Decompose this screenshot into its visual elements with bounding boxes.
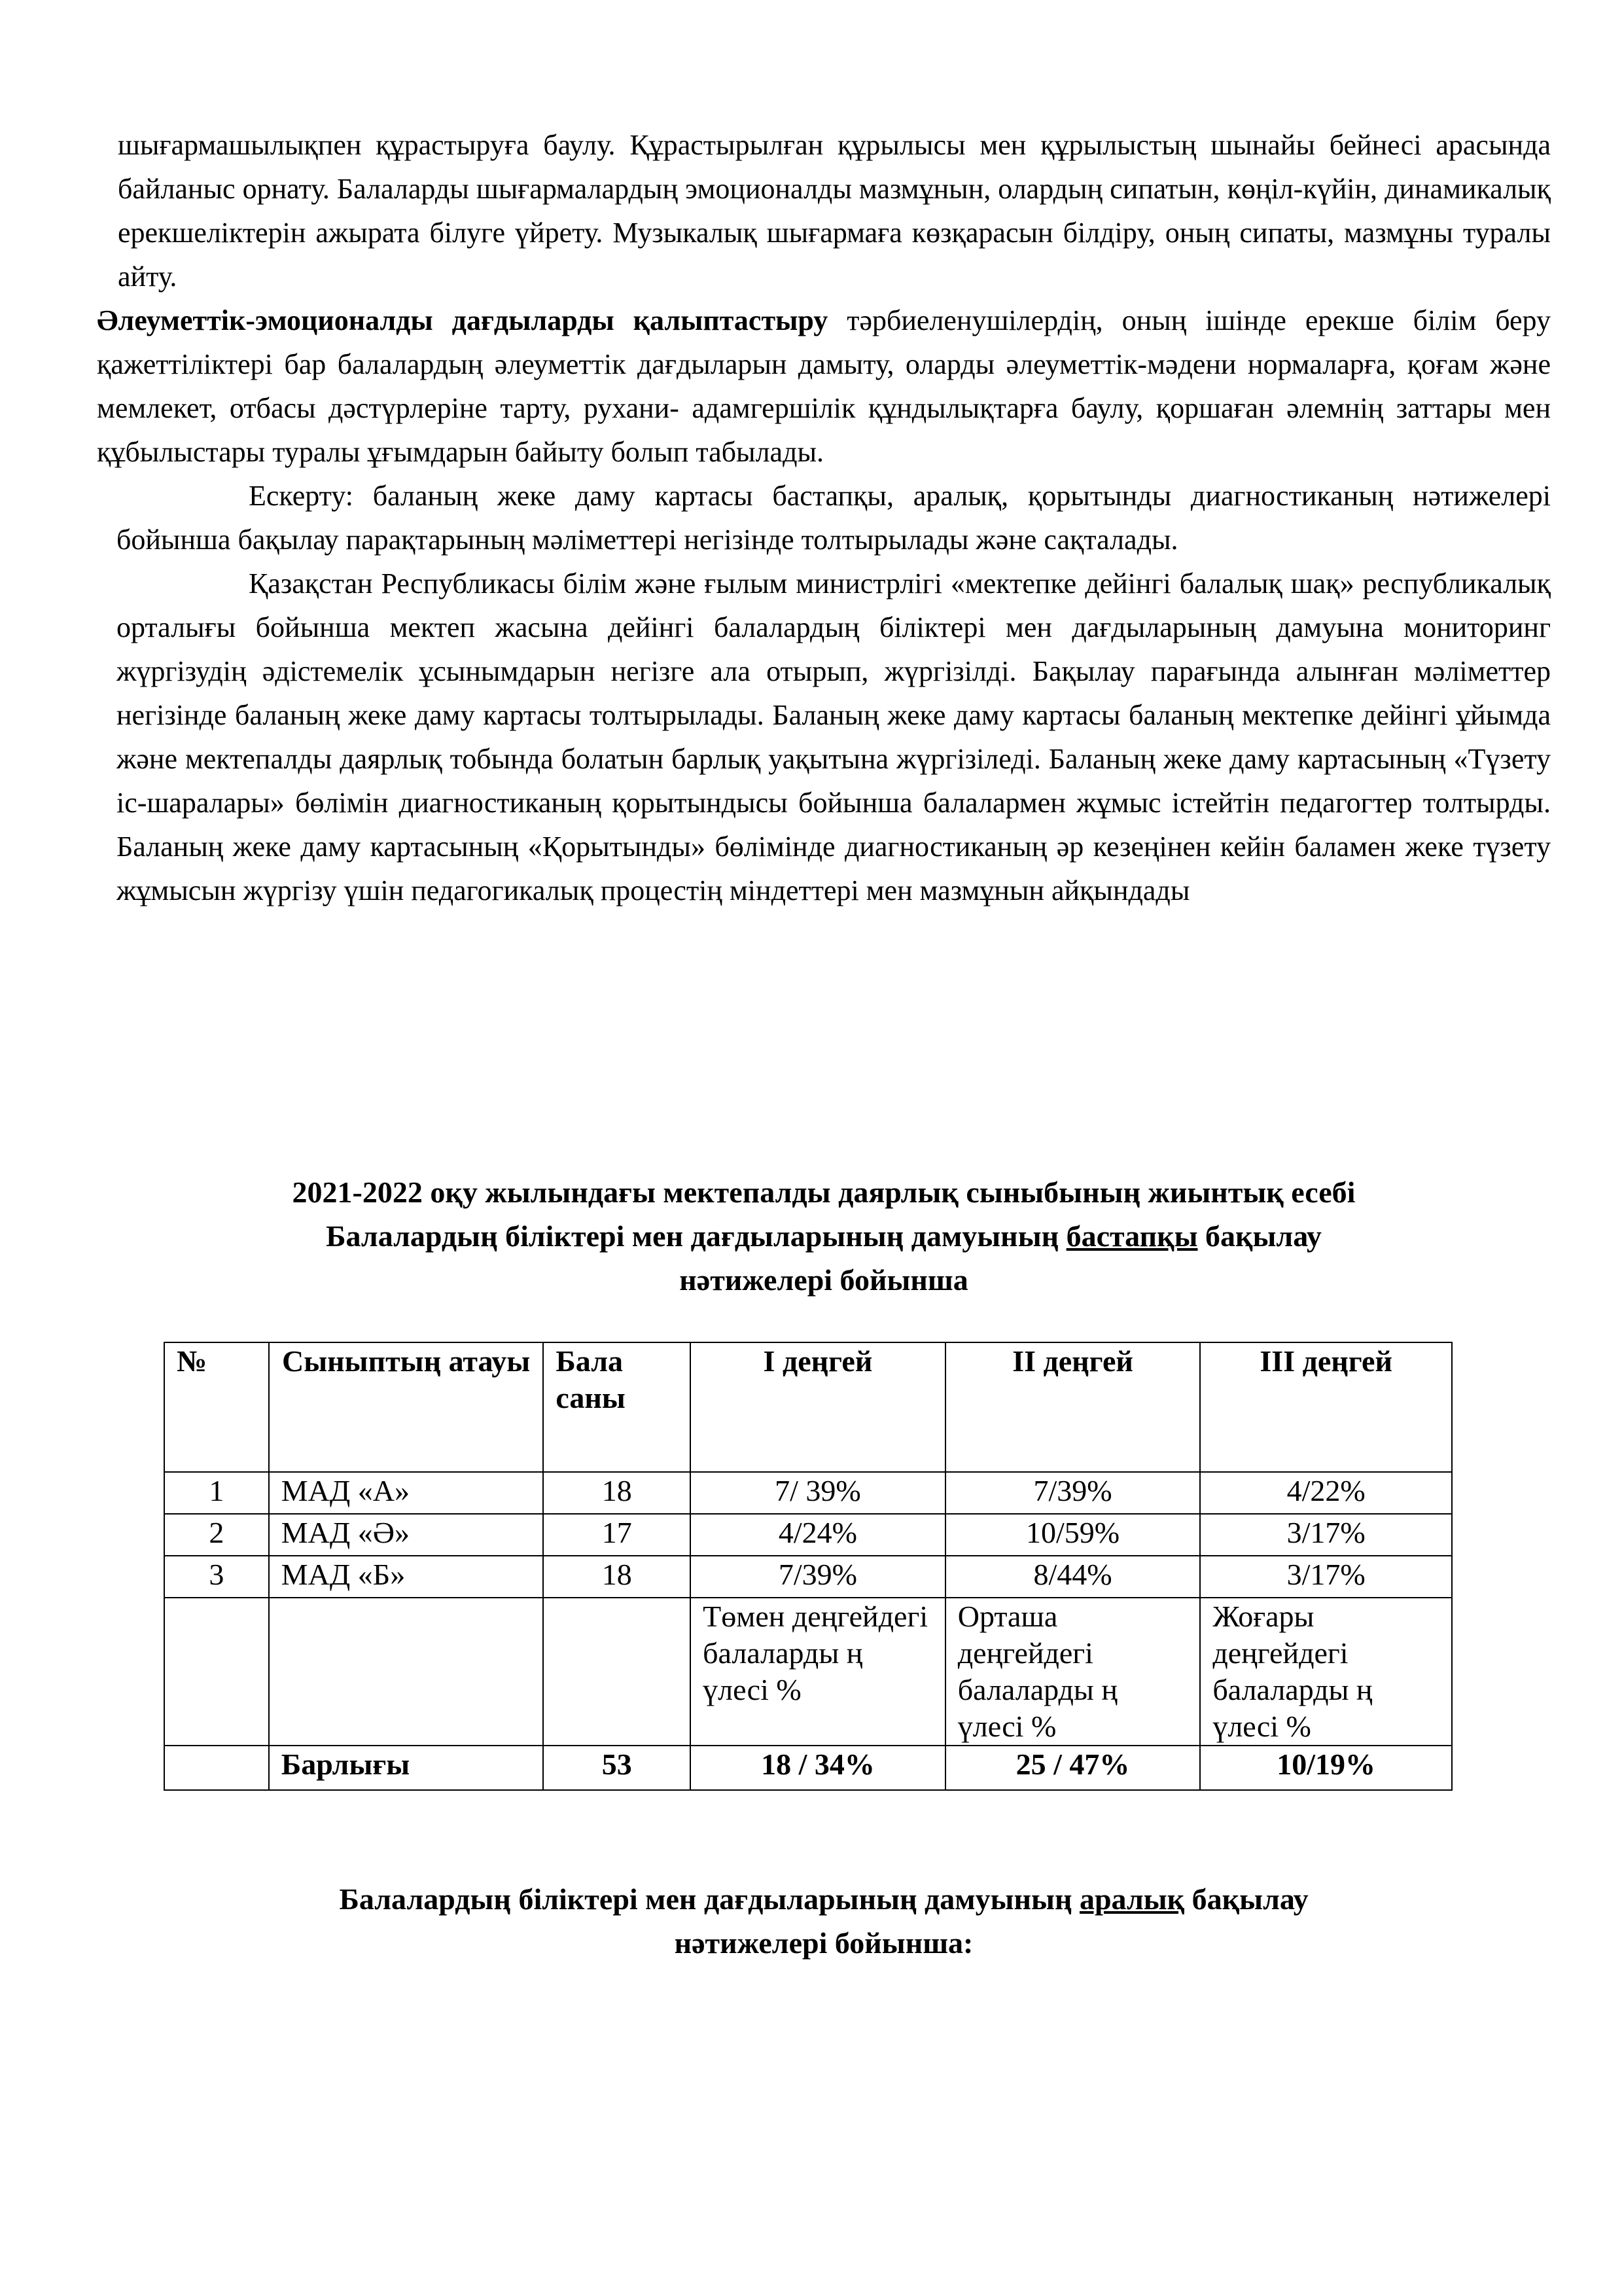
cell-num: 1 [164,1472,269,1514]
cell-count: 17 [543,1514,690,1556]
body-text-top [97,123,1551,912]
cell-name: МАД «А» [269,1472,544,1514]
cell-level1: 4/24% [690,1514,945,1556]
interim-title-line2: нәтижелері бойынша: [674,1926,974,1960]
cell-level3: 3/17% [1200,1556,1452,1598]
header-level3: ІІІ деңгей [1200,1342,1452,1472]
cell-empty [543,1598,690,1746]
header-class-name: Сыныптың атауы [269,1342,544,1472]
note-level2: Орташа деңгейдегі балаларды ң үлесі % [945,1598,1201,1746]
cell-level3: 3/17% [1200,1514,1452,1556]
interim-title-line1-pre: Балалардың біліктері мен дағдыларының дамуының [339,1882,1080,1916]
cell-name: МАД «Б» [269,1556,544,1598]
paragraph-construction: шығармашылықпен құрастыруға баулу. Құрастырылған құрылысы мен құрылыстың шынайы бейнесі арасында байланыс орнату. Балаларды шығармалардың эмоционалды мазмұнын, олардың сипатын, көңіл-күйін, динамикалық ерекшеліктерін ажырата білуге үйрету. Музыкалық шығармаға көзқарасын білдіру, оның сипаты, мазмұны туралы айту. [118,129,1551,293]
table-total-row [164,1746,1452,1790]
header-num: № [164,1342,269,1472]
table-row [164,1514,1452,1556]
cell-level1: 7/ 39% [690,1472,945,1514]
table-row [164,1556,1452,1598]
report-title-underlined: бастапқы [1066,1219,1198,1253]
header-level1: І деңгей [690,1342,945,1472]
interim-title [97,1877,1551,1965]
paragraph-methodology: Қазақстан Республикасы білім және ғылым министрлігі «мектепке дейінгі балалық шақ» республикалық орталығы бойынша мектеп жасына дейінгі балалардың біліктері мен дағдыларының дамуына мониторинг жүргізудің әдістемелік ұсынымдарын негізге ала отырып, жүргізілді. Бақылау парағында алынған мәліметтер негізінде баланың жеке даму картасы толтырылады. Баланың жеке даму картасы баланың мектепке дейінгі ұйымда және мектепалды даярлық тобында болатын барлық уақытына жүргізіледі. Баланың жеке даму картасының «Түзету іс-шаралары» бөлімін диагностиканың қорытындысы бойынша балалармен жұмыс істейтін педагогтер толтырды. Баланың жеке даму картасының «Қорытынды» бөлімінде диагностиканың әр кезеңінен кейін баламен жеке түзету жұмысын жүргізу үшін педагогикалық процестің міндеттері мен мазмұнын айқындады [116,567,1551,906]
report-title-line1: 2021-2022 оқу жылындағы мектепалды даярлық сыныбының жиынтық есебі [292,1175,1356,1209]
total-count: 53 [543,1746,690,1790]
cell-level2: 8/44% [945,1556,1201,1598]
cell-empty [164,1598,269,1746]
note-level3: Жоғары деңгейдегі балаларды ң үлесі % [1200,1598,1452,1746]
cell-level1: 7/39% [690,1556,945,1598]
cell-name: МАД «Ә» [269,1514,544,1556]
report-title-line3: нәтижелері бойынша [679,1263,968,1297]
table-notes-row [164,1598,1452,1746]
header-count: Бала саны [543,1342,690,1472]
cell-empty [164,1746,269,1790]
report-title-line2-post: бақылау [1197,1219,1322,1253]
total-level2: 25 / 47% [945,1746,1201,1790]
paragraph-social-emotional-heading: Әлеуметтік-эмоционалды дағдыларды қалыптастыру [97,304,828,336]
total-level1: 18 / 34% [690,1746,945,1790]
table-header-row [164,1342,1452,1472]
report-title-line2-pre: Балалардың біліктері мен дағдыларының дамуының [326,1219,1067,1253]
cell-level2: 10/59% [945,1514,1201,1556]
results-table [164,1342,1453,1791]
cell-level3: 4/22% [1200,1472,1452,1514]
paragraph-note: Ескерту: баланың жеке даму картасы бастапқы, аралық, қорытынды диагностиканың нәтижелері бойынша бақылау парақтарының мәліметтері негізінде толтырылады және сақталады. [116,480,1551,556]
paragraph-social-emotional-body: тәрбиеленушілердің, оның ішінде ерекше білім беру қажеттіліктері бар балалардың әлеуметтік дағдыларын дамыту, оларды әлеуметтік-мәдени нормаларға, қоғам және мемлекет, отбасы дәстүрлеріне тарту, рухани- адамгершілік құндылықтарға баулу, қоршаған әлемнің заттары мен құбылыстары туралы ұғымдарын байыту болып табылады. [97,304,1551,468]
interim-title-underlined: аралық [1079,1882,1185,1916]
header-level2: ІІ деңгей [945,1342,1201,1472]
total-label: Барлығы [269,1746,544,1790]
total-level3: 10/19% [1200,1746,1452,1790]
cell-empty [269,1598,544,1746]
interim-title-line1 [97,1877,1551,1921]
cell-num: 3 [164,1556,269,1598]
cell-level2: 7/39% [945,1472,1201,1514]
report-title [97,1170,1551,1302]
report-title-line2 [97,1214,1551,1258]
cell-count: 18 [543,1472,690,1514]
cell-num: 2 [164,1514,269,1556]
note-level1: Төмен деңгейдегі балаларды ң үлесі % [690,1598,945,1746]
paragraph-social-emotional [97,298,1551,474]
interim-title-line1-post: бақылау [1184,1882,1309,1916]
table-row [164,1472,1452,1514]
cell-count: 18 [543,1556,690,1598]
